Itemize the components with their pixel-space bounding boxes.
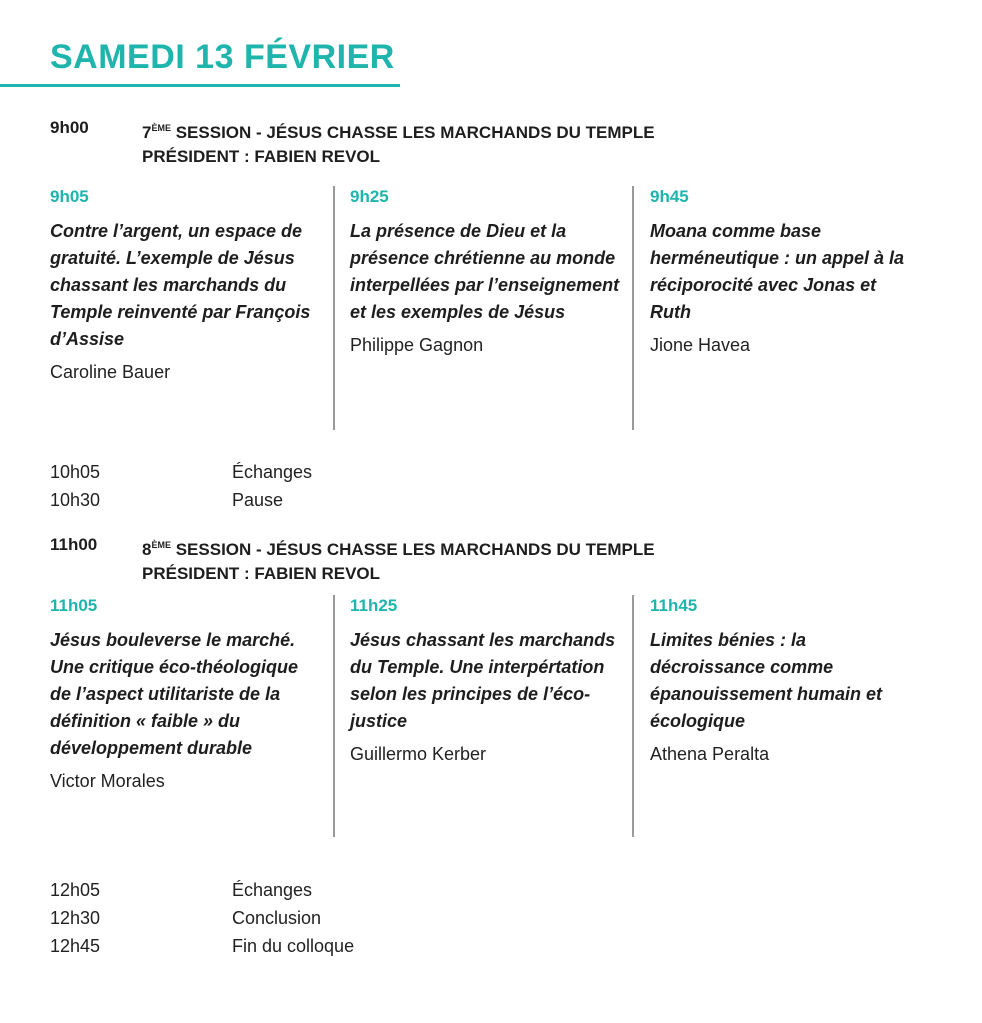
talk-card — [50, 595, 320, 794]
session-title-text: SESSION - JÉSUS CHASSE LES MARCHANDS DU TEMPLE — [170, 123, 655, 142]
schedule-label: Pause — [232, 490, 284, 510]
talk-title: La présence de Dieu et la présence chrétienne au monde interpellées par l’enseignement et les exemples de Jésus — [350, 221, 620, 322]
schedule-time: 12h45 — [50, 936, 101, 956]
schedule-time: 12h30 — [50, 908, 101, 928]
session-president: PRÉSIDENT : FABIEN REVOL — [142, 147, 381, 166]
talks-session-7 — [50, 186, 950, 430]
talk-card — [650, 595, 920, 767]
schedule-label: Conclusion — [232, 908, 322, 928]
session-time: 9h00 — [50, 118, 89, 137]
talk-speaker: Guillermo Kerber — [350, 744, 487, 764]
session-ordinal-suffix: ÈME — [151, 540, 171, 550]
session-ordinal-suffix: ÈME — [151, 123, 171, 133]
talk-card — [350, 186, 620, 358]
talk-title: Contre l’argent, un espace de gratuité. L’exemple de Jésus chassant les marchands du Temple reinventé par François d’Assise — [50, 221, 311, 349]
talk-time: 11h25 — [350, 596, 398, 615]
session-title — [142, 533, 655, 562]
talk-time: 9h25 — [350, 187, 389, 206]
schedule-time: 12h05 — [50, 880, 101, 900]
page-title: SAMEDI 13 FÉVRIER — [50, 38, 395, 76]
talk-time: 9h45 — [650, 187, 689, 206]
talk-title: Limites bénies : la décroissance comme épanouissement humain et écologique — [650, 630, 883, 731]
talk-card — [350, 595, 620, 767]
session-number: 7 — [142, 123, 152, 142]
session-info — [142, 116, 655, 169]
session-number: 8 — [142, 540, 152, 559]
talk-speaker: Caroline Bauer — [50, 362, 171, 382]
session-title-text: SESSION - JÉSUS CHASSE LES MARCHANDS DU TEMPLE — [170, 540, 655, 559]
column-divider — [333, 186, 335, 430]
talk-speaker: Athena Peralta — [650, 744, 770, 764]
talk-title: Moana comme base herméneutique : un appel à la réciporocité avec Jonas et Ruth — [650, 221, 905, 322]
talk-speaker: Philippe Gagnon — [350, 335, 484, 355]
talk-card — [50, 186, 320, 385]
talk-title: Jésus bouleverse le marché. Une critique éco-théologique de l’aspect utilitariste de la définition « faible » du développement durable — [50, 630, 299, 758]
session-president: PRÉSIDENT : FABIEN REVOL — [142, 564, 381, 583]
column-divider — [333, 595, 335, 837]
session-title — [142, 116, 655, 145]
schedule-time: 10h05 — [50, 462, 101, 482]
talks-session-8 — [50, 595, 950, 837]
talk-time: 11h05 — [50, 596, 98, 615]
session-time: 11h00 — [50, 535, 98, 554]
talk-card — [650, 186, 920, 358]
schedule-label: Échanges — [232, 880, 313, 900]
talk-title: Jésus chassant les marchands du Temple. Une interpértation selon les principes de l’éco-justice — [350, 630, 616, 731]
talk-time: 11h45 — [650, 596, 698, 615]
column-divider — [632, 186, 634, 430]
talk-time: 9h05 — [50, 187, 89, 206]
column-divider — [632, 595, 634, 837]
talk-speaker: Jione Havea — [650, 335, 751, 355]
schedule-label: Fin du colloque — [232, 936, 355, 956]
talk-speaker: Victor Morales — [50, 771, 165, 791]
schedule-label: Échanges — [232, 462, 313, 482]
title-underline — [0, 84, 400, 87]
schedule-time: 10h30 — [50, 490, 101, 510]
session-info — [142, 533, 655, 586]
